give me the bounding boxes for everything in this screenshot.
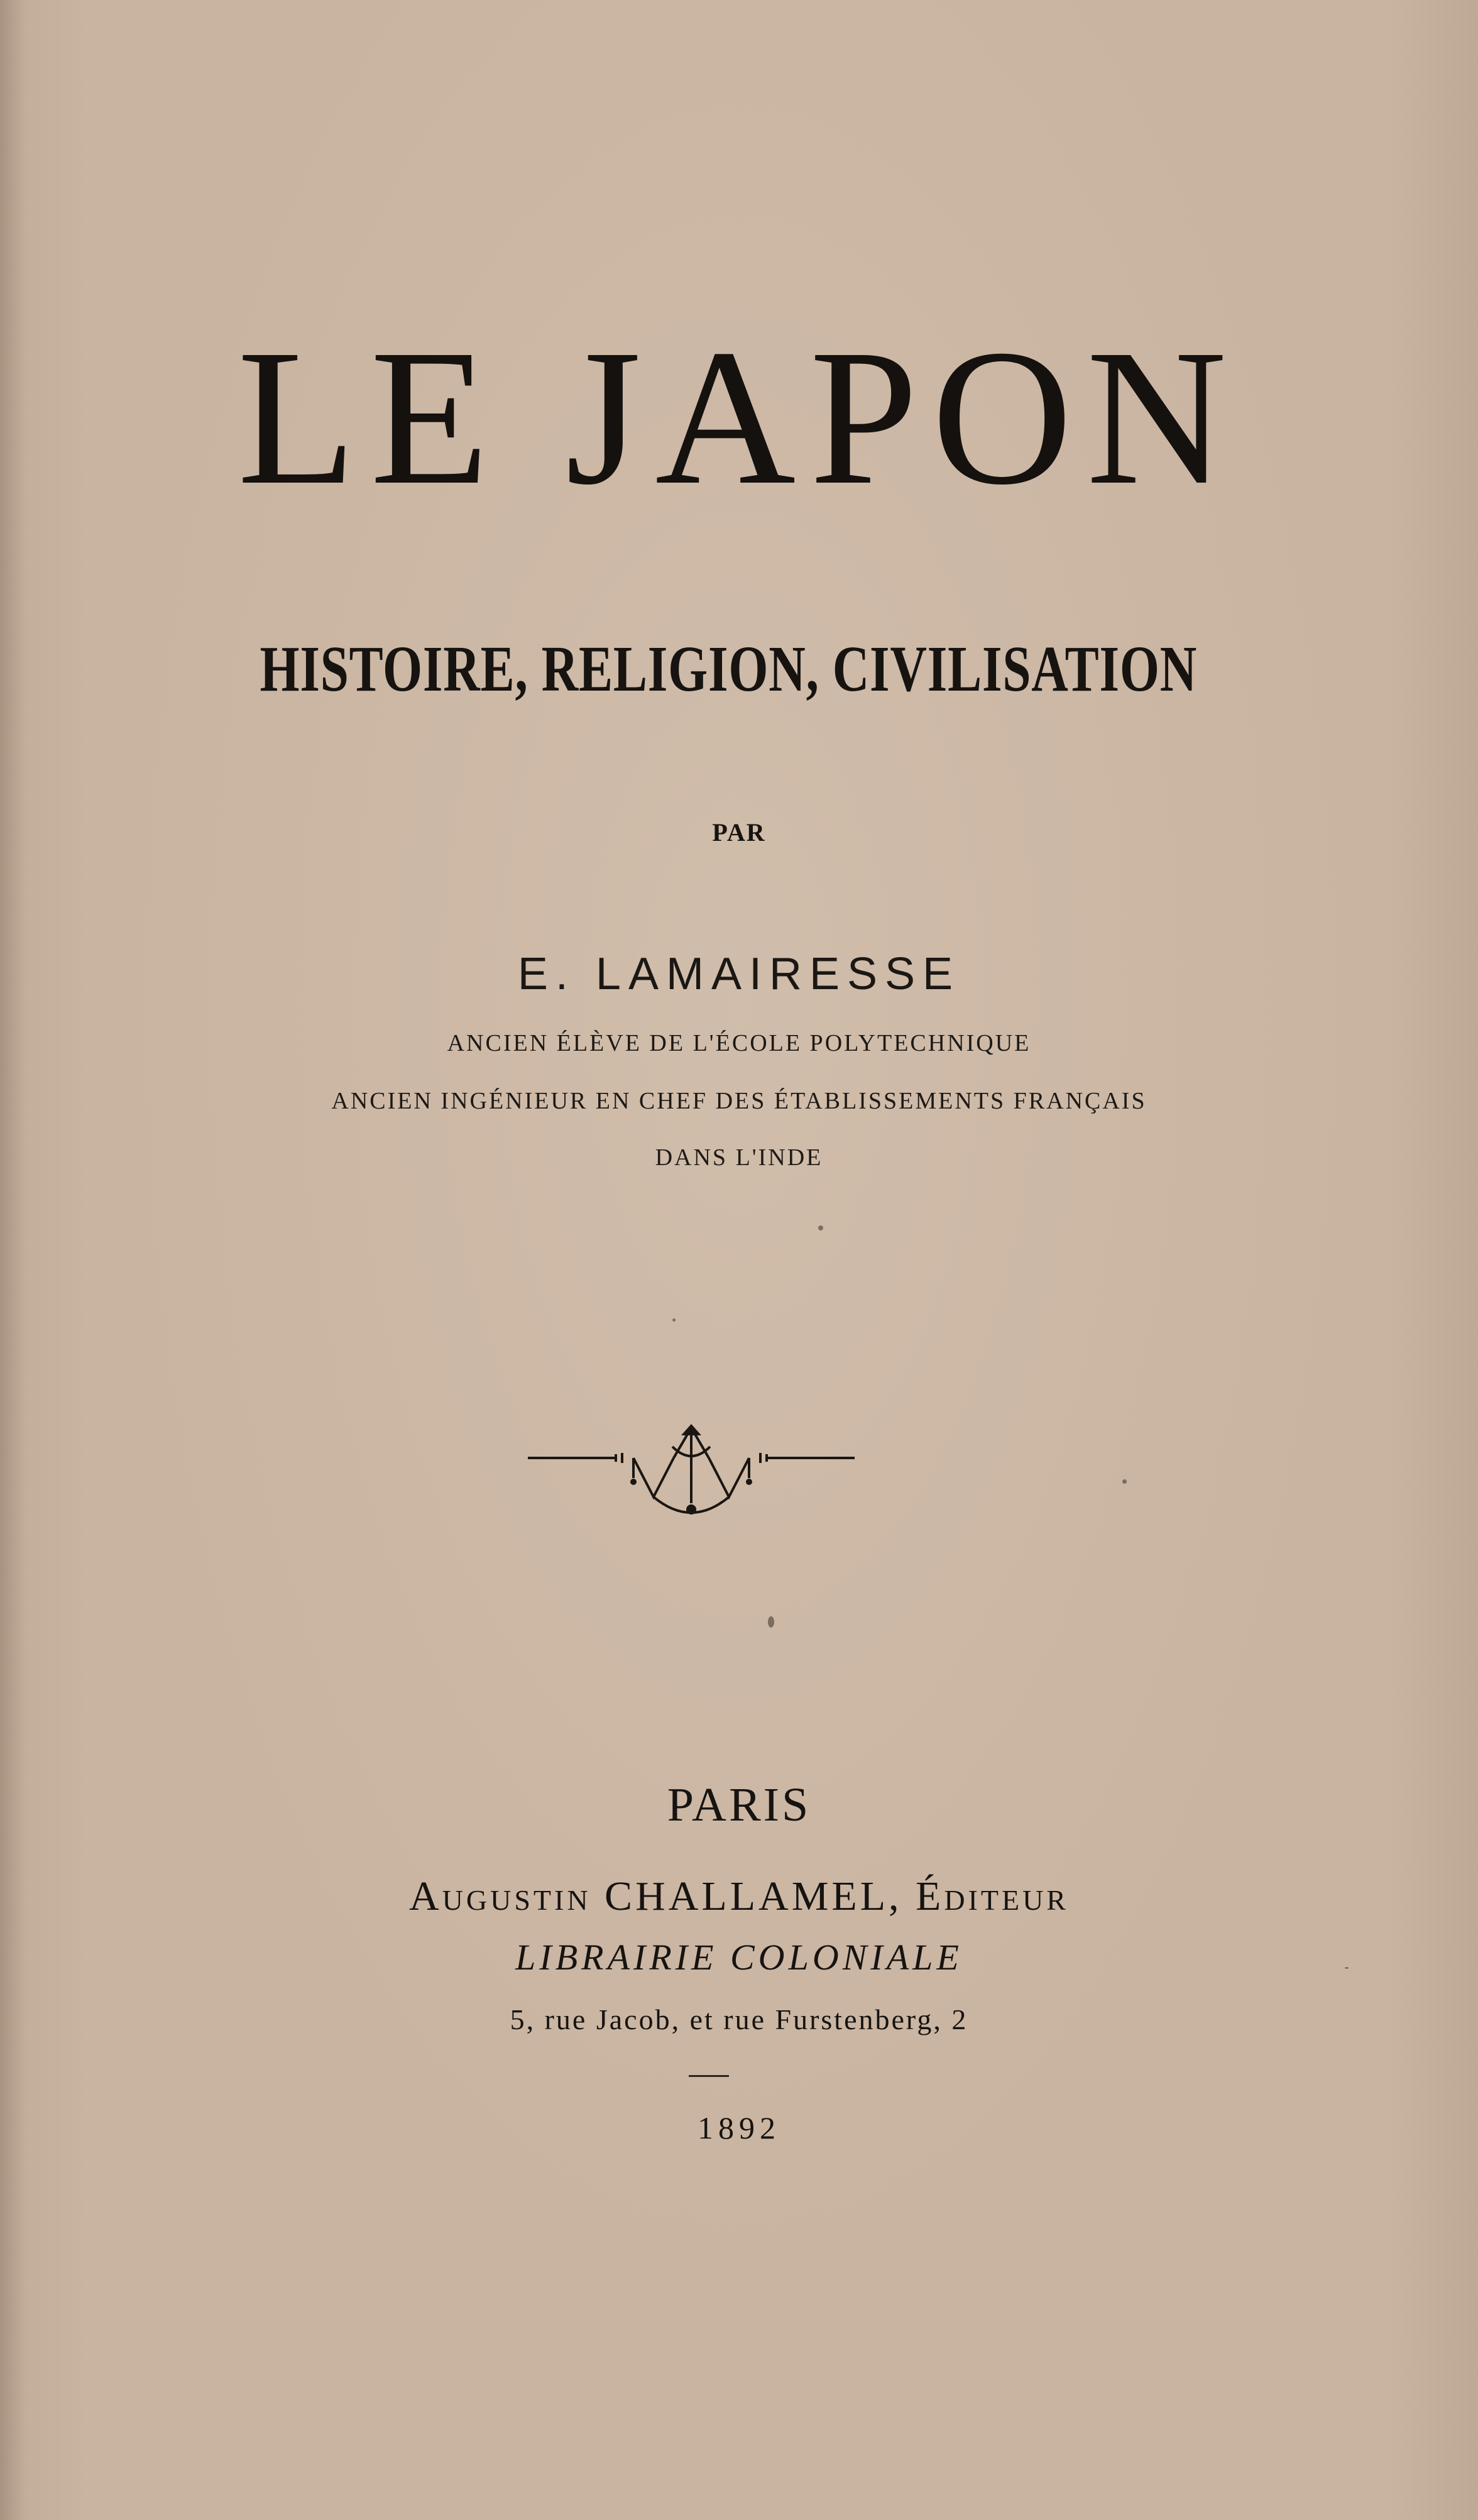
publication-city: PARIS [667, 1778, 811, 1831]
author-credential-3: DANS L'INDE [655, 1144, 823, 1171]
publisher-name: Augustin CHALLAMEL, Éditeur [409, 1873, 1069, 1919]
by-label: PAR [712, 818, 766, 846]
book-title: LE JAPON [237, 310, 1241, 525]
paper-speck [1345, 1967, 1349, 1969]
paper-speck [818, 1225, 823, 1230]
book-subtitle: HISTOIRE, RELIGION, CIVILISATION [260, 633, 1198, 705]
publisher-address: 5, rue Jacob, et rue Furstenberg, 2 [510, 2003, 968, 2035]
fleuron-ornament-icon [528, 1422, 855, 1528]
separator-rule [689, 2075, 729, 2077]
author-credential-1: ANCIEN ÉLÈVE DE L'ÉCOLE POLYTECHNIQUE [447, 1030, 1031, 1056]
paper-speck [672, 1318, 676, 1322]
library-name: LIBRAIRIE COLONIALE [515, 1937, 963, 1978]
author-name: E. LAMAIRESSE [517, 949, 961, 999]
author-credential-2: ANCIEN INGÉNIEUR EN CHEF DES ÉTABLISSEMENTS FRANÇAIS [331, 1088, 1147, 1114]
publication-year: 1892 [698, 2110, 780, 2145]
paper-speck [1122, 1479, 1127, 1484]
paper-speck [768, 1616, 774, 1628]
